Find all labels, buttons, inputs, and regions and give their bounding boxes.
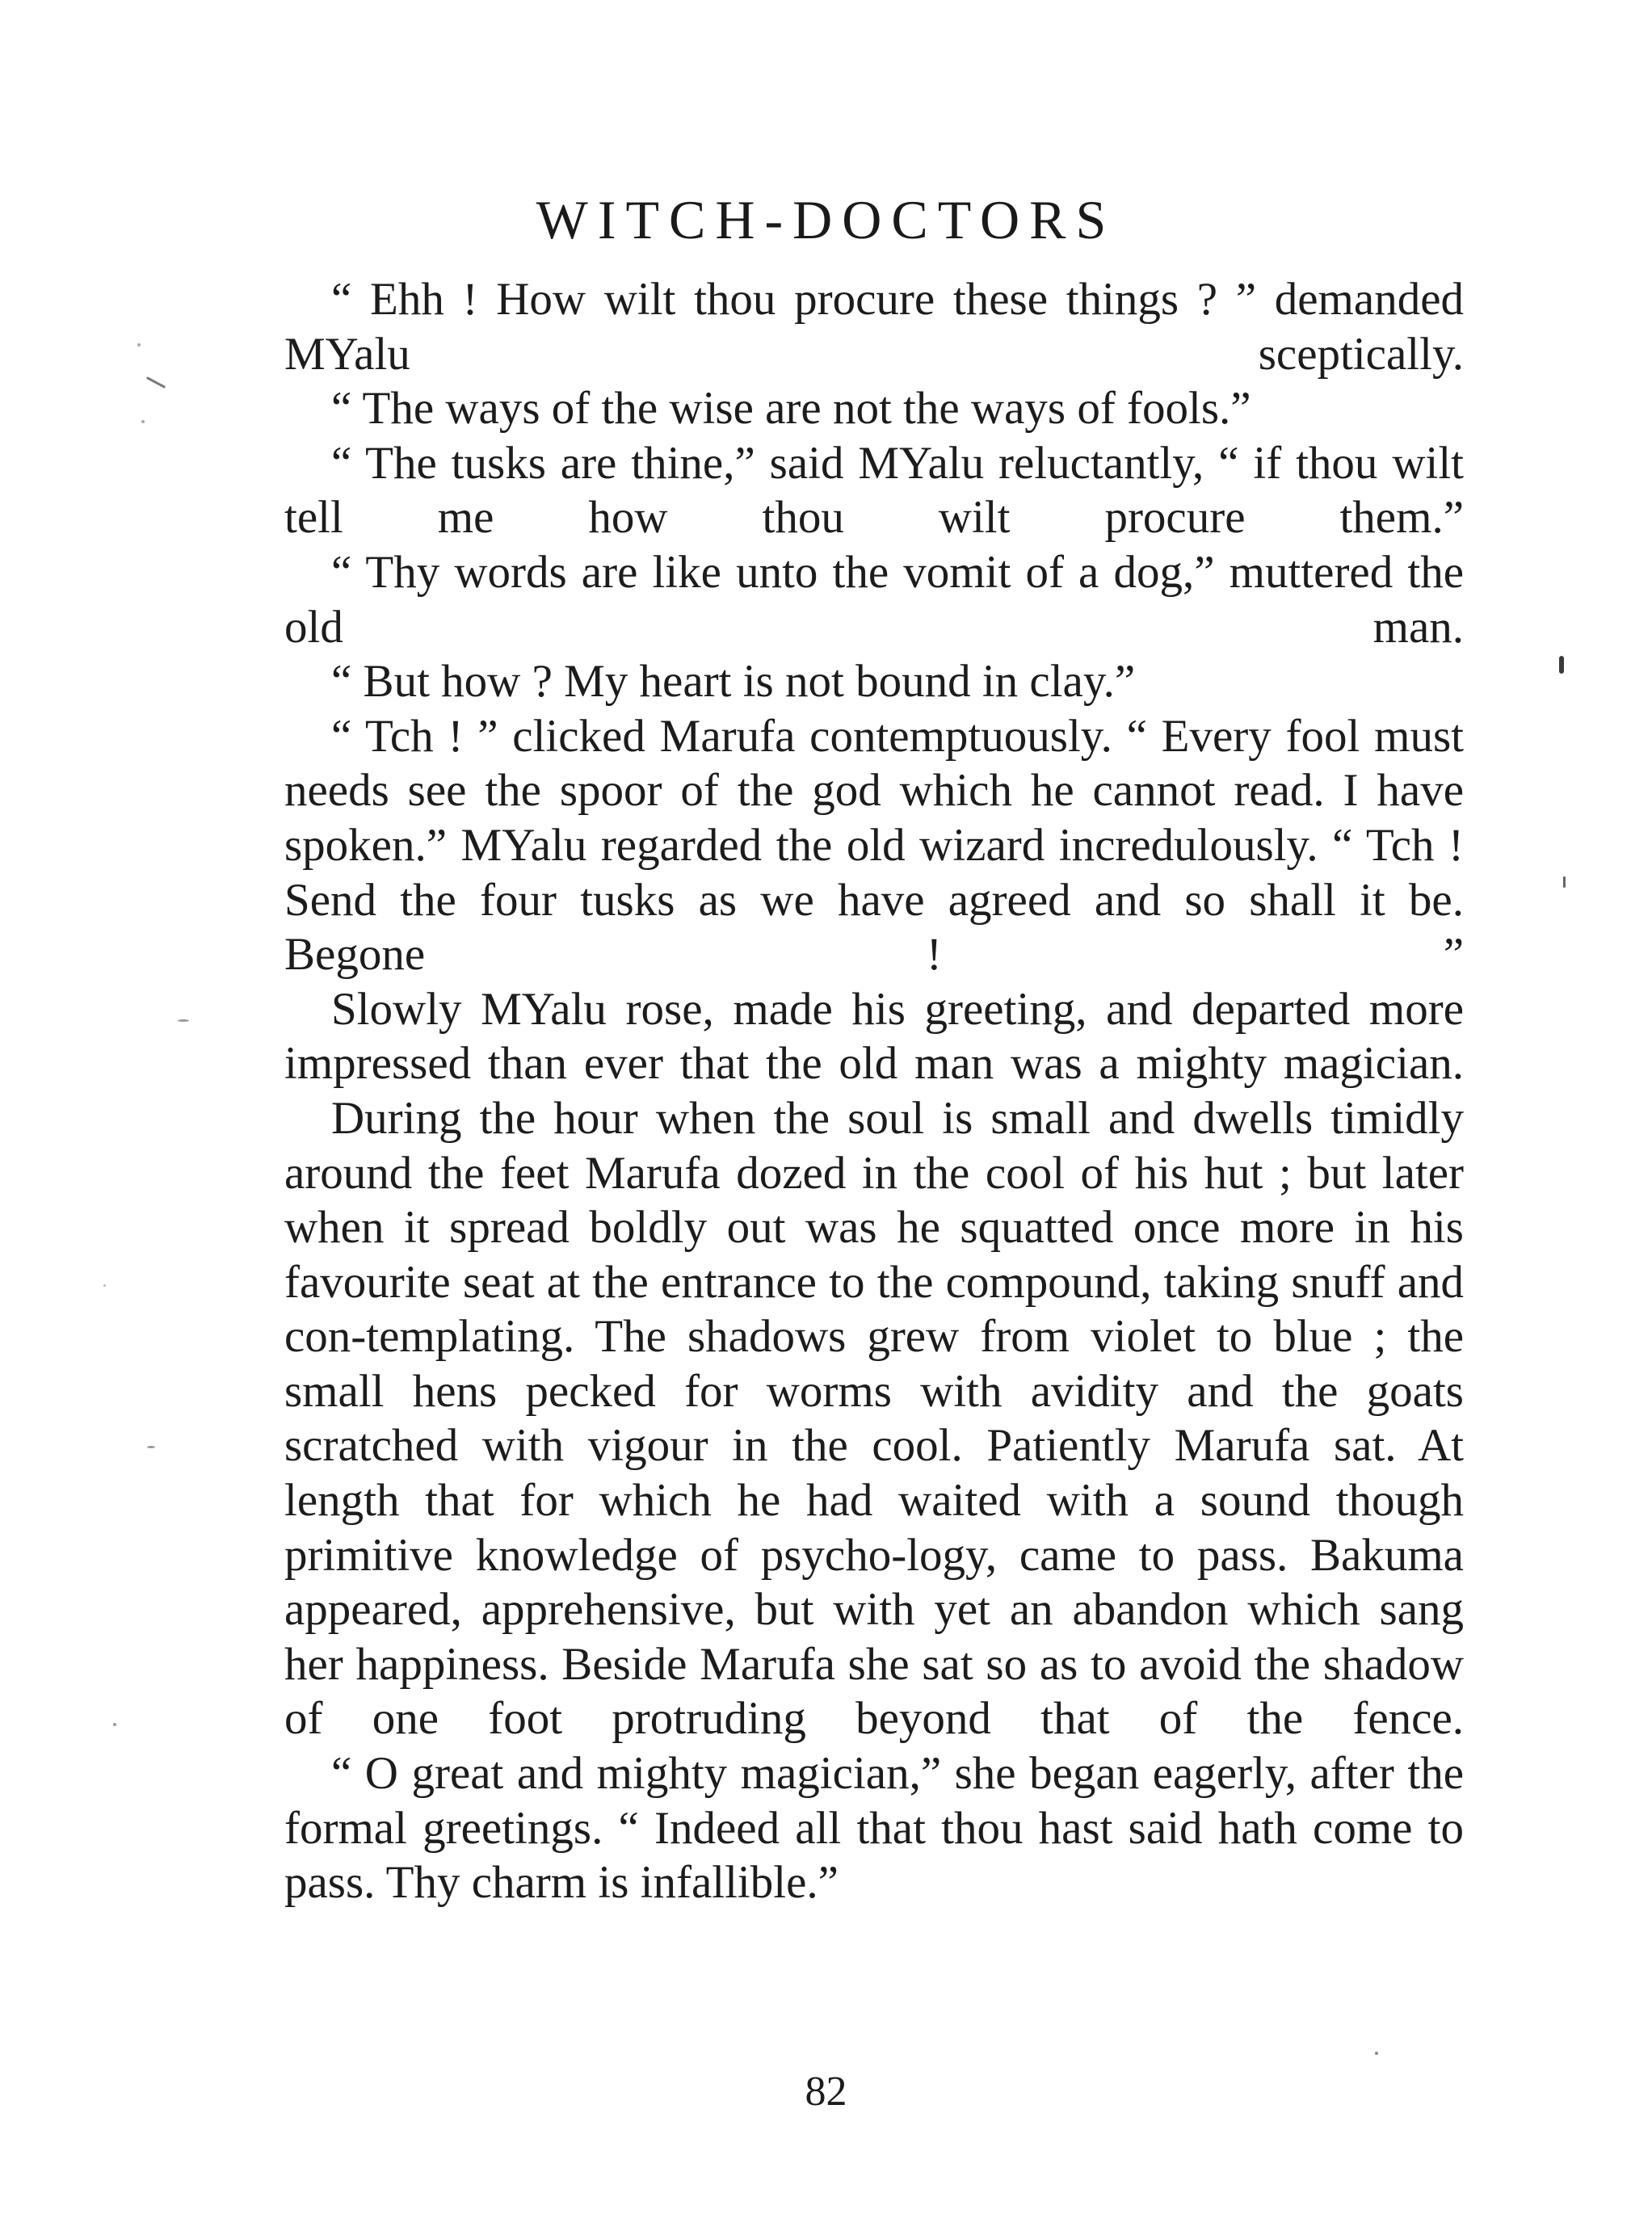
running-head: WITCH-DOCTORS (536, 189, 1116, 250)
paragraph: “ O great and mighty magician,” she began eagerly, after the formal greetings. “ Indeed all that thou hast said hath come to pass. Thy charm is infallible.” (284, 1748, 1464, 1909)
paragraph: “ But how ? My heart is not bound in clay.” (331, 656, 1136, 708)
scan-speck (1375, 2052, 1378, 2055)
paragraph: “ Thy words are like unto the vomit of a dog,” muttered the old man. (284, 546, 1464, 653)
paragraph: “ Tch ! ” clicked Marufa contemptuously. “ Every fool must needs see the spoor of the god which he cannot read. I have spoken.” MYalu regarded the old wizard incredulously. “ Tch ! Send the four tusks as we have agreed and so shall it be. Begone ! ” (284, 710, 1464, 981)
paragraph: “ The tusks are thine,” said MYalu reluctantly, “ if thou wilt tell me how thou wilt procure them.” (284, 437, 1464, 544)
paragraph: “ Ehh ! How wilt thou procure these things ? ” demanded MYalu sceptically. (284, 274, 1464, 380)
scan-speck (137, 343, 141, 347)
paragraph: Slowly MYalu rose, made his greeting, and departed more impressed than ever that the old man was a mighty magician. (284, 983, 1464, 1090)
scan-speck (1559, 656, 1564, 674)
scan-speck (147, 1446, 155, 1448)
body-text (284, 272, 1464, 1910)
page-number: 82 (805, 2069, 847, 2115)
paragraph: “ The ways of the wise are not the ways of fools.” (331, 383, 1251, 435)
scan-speck (178, 1019, 189, 1022)
scan-speck (146, 376, 166, 389)
scan-speck (113, 1723, 116, 1726)
scan-speck (141, 420, 145, 423)
scan-speck (1563, 876, 1566, 888)
paragraph: During the hour when the soul is small and dwells timidly around the feet Marufa dozed in the cool of his hut ; but later when it spread boldly out was he squatted once more in his favourite seat at the entrance to the compound, taking snuff and con-templating. The shadows grew from violet to blue ; the small hens pecked for worms with avidity and the goats scratched with vigour in the cool. Patiently Marufa sat. At length that for which he had waited with a sound though primitive knowledge of psycho-logy, came to pass. Bakuma appeared, apprehensive, but with yet an abandon which sang her happiness. Beside Marufa she sat so as to avoid the shadow of one foot protruding beyond that of the fence. (284, 1092, 1464, 1745)
scan-speck (103, 1284, 106, 1287)
